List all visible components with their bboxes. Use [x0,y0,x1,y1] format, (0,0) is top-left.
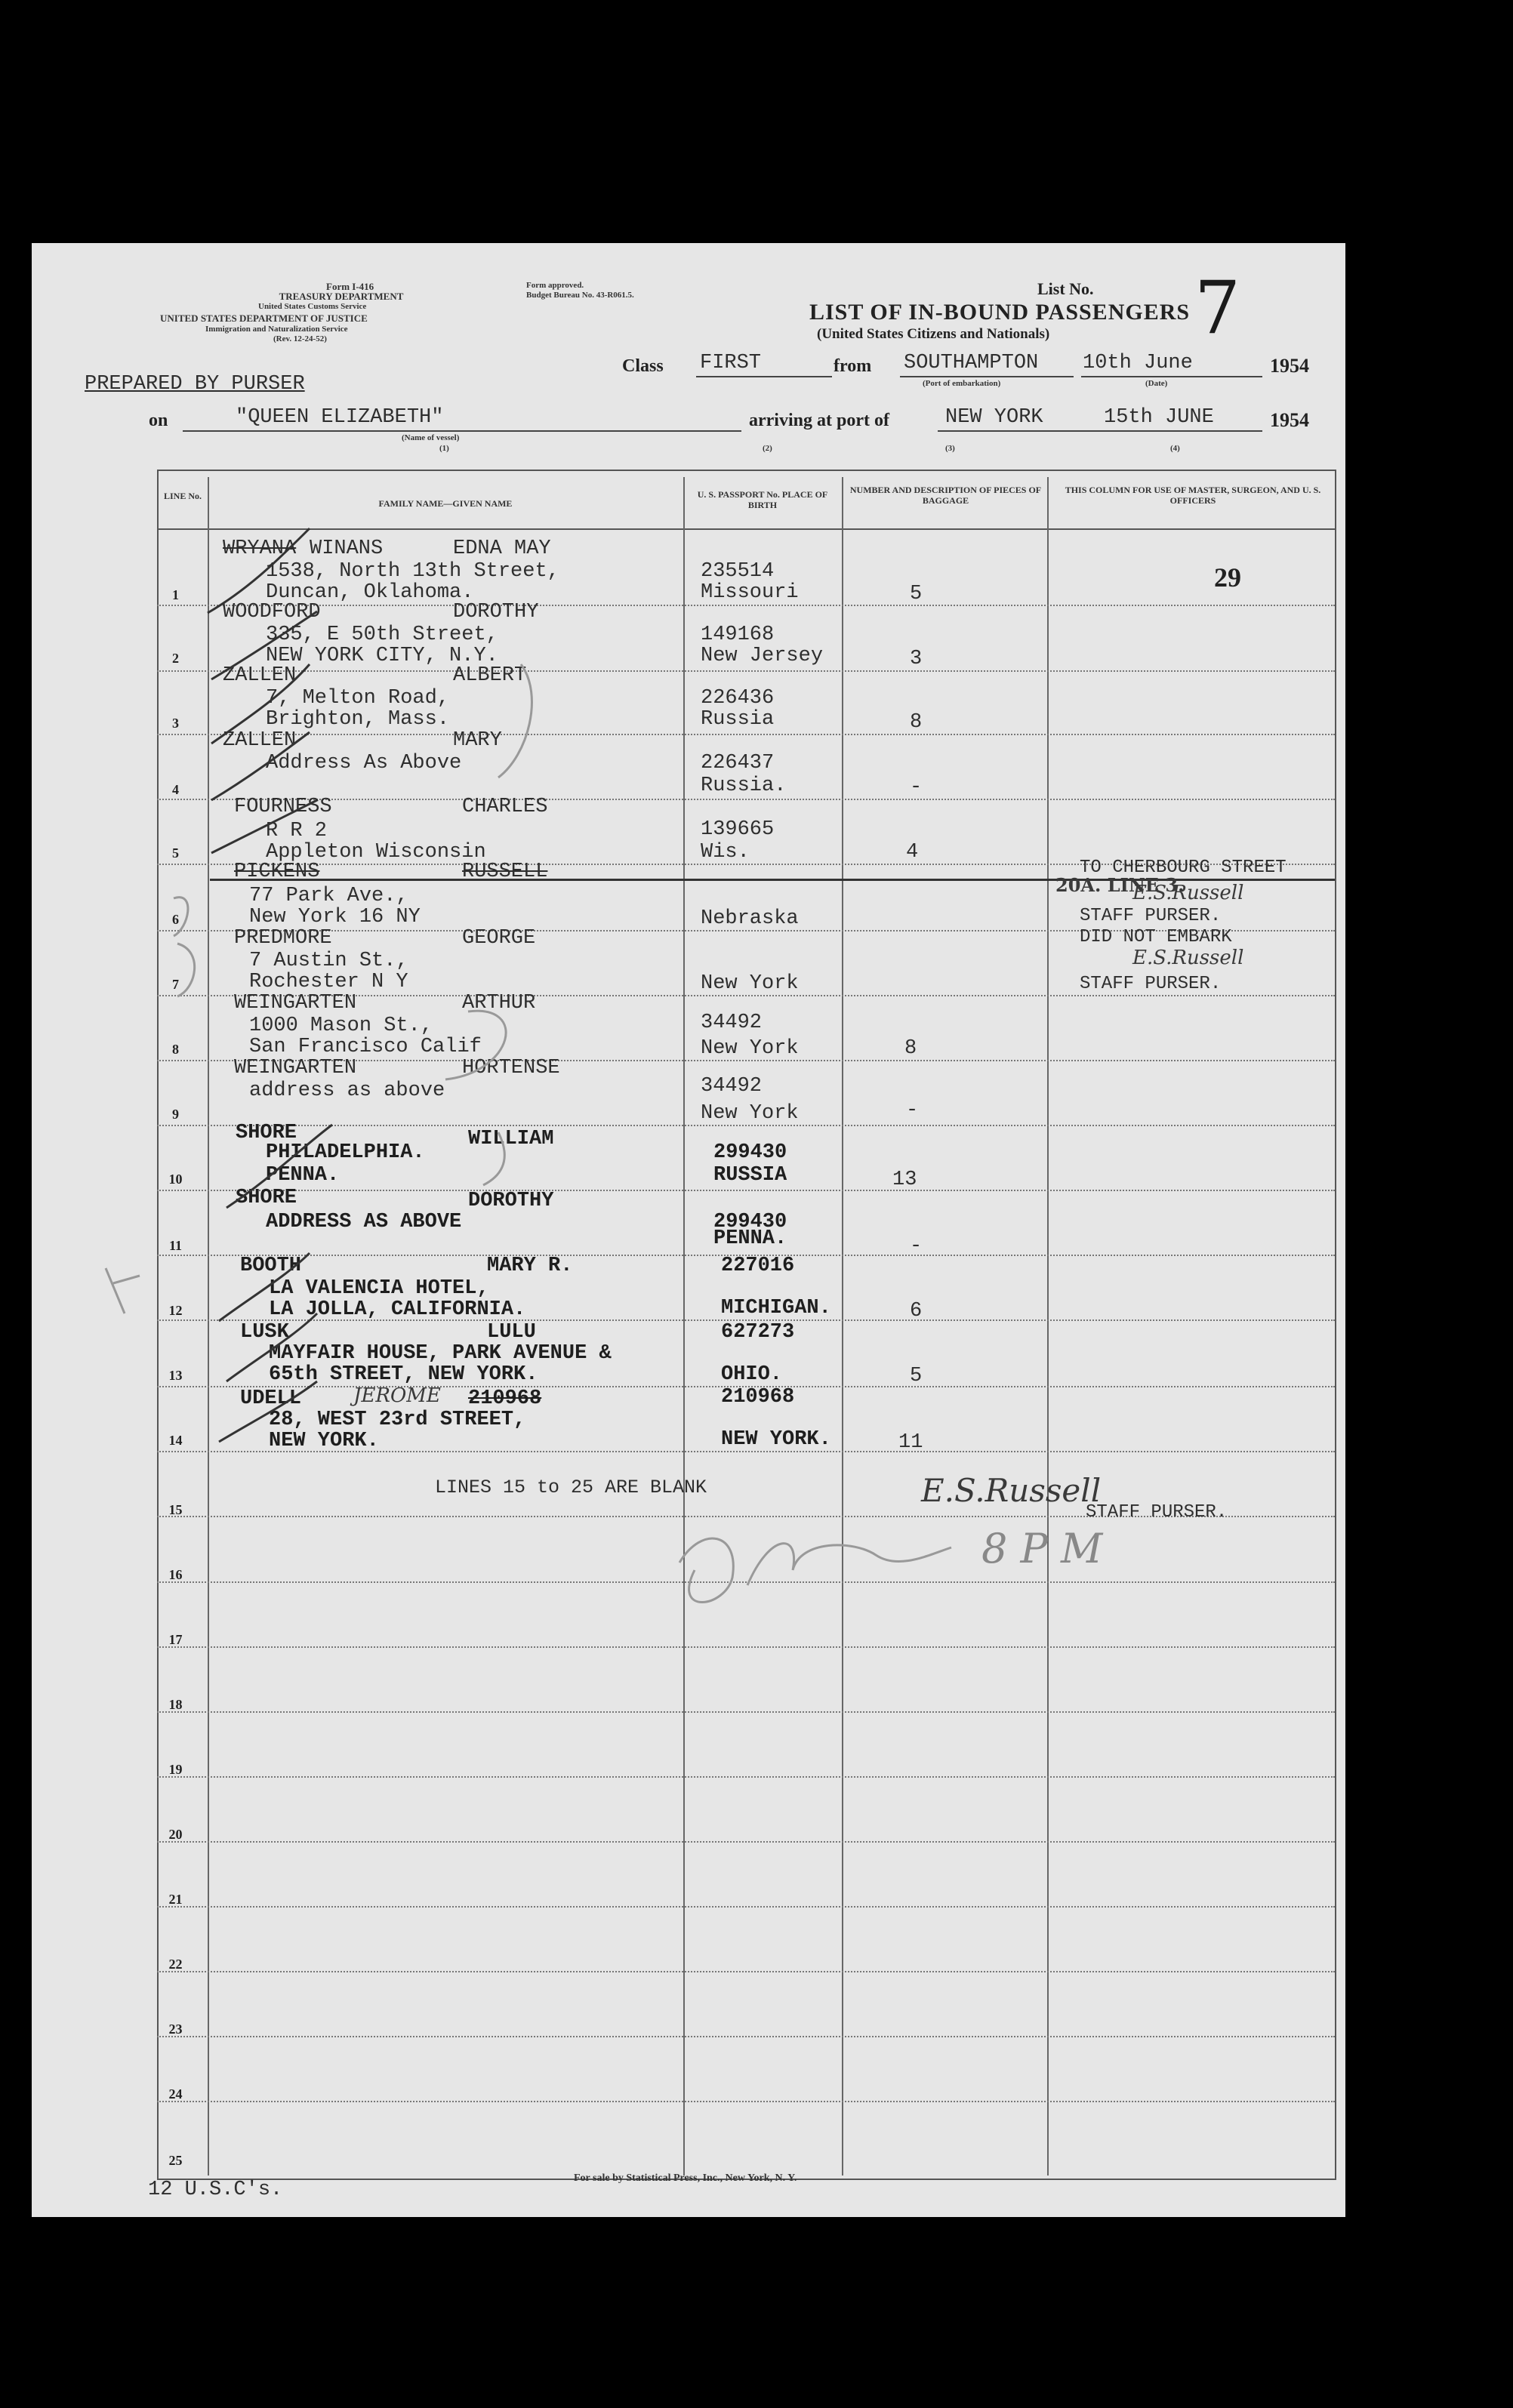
date-caption: (Date) [1145,379,1168,388]
note-staff-purser-2: STAFF PURSER. [1080,974,1222,994]
line-number: 13 [168,1368,183,1383]
line-number: 21 [168,1892,183,1907]
family-name: WOODFORD [223,601,321,624]
address-line-2: NEW YORK CITY, N.Y. [266,645,498,667]
line-number: 25 [168,2153,183,2168]
date-arrival: 15th JUNE [1104,406,1214,429]
signature-3: E.S.Russell [921,1472,1102,1509]
address-line-1: R R 2 [266,820,328,842]
family-name: ZALLEN [223,729,297,752]
line-number: 24 [168,2086,183,2102]
col-ref-4: (4) [1170,444,1180,453]
given-name: JEROME [353,1384,441,1407]
line-number: 6 [172,912,179,927]
place-of-birth: New York [701,1102,799,1125]
header-passport: U. S. PASSPORT No. PLACE OF BIRTH [697,489,828,510]
form-number: Form I-416 [326,281,374,292]
address-line-2: 65th STREET, NEW YORK. [269,1363,538,1386]
signature-1: E.S.Russell [1132,882,1244,904]
family-name: UDELL [240,1387,302,1410]
baggage-count: - [906,1099,919,1122]
vessel-name: "QUEEN ELIZABETH" [236,406,444,429]
address-line-1: 7, Melton Road, [266,687,450,710]
line-number: 10 [168,1172,183,1187]
family-name: SHORE [236,1187,297,1209]
note-cherbourg: TO CHERBOURG STREET [1080,858,1287,878]
prepared-by: PREPARED BY PURSER [85,373,305,396]
list-no-label: List No. [1037,279,1094,298]
place-of-birth: RUSSIA [713,1164,787,1187]
baggage-count: 5 [910,1365,923,1387]
header-baggage: NUMBER AND DESCRIPTION OF PIECES OF BAGGAGE [849,485,1042,506]
col-ref-2: (2) [763,444,772,453]
address-line-2: Appleton Wisconsin [266,841,486,864]
passport-number: 226437 [701,752,775,774]
on-label: on [149,411,168,430]
address-line-2: Rochester N Y [249,971,408,993]
line-number: 7 [172,977,179,992]
header-officers: THIS COLUMN FOR USE OF MASTER, SURGEON, AND U. S. OFFICERS [1065,485,1321,506]
line-number: 22 [168,1957,183,1972]
address-line-1: 28, WEST 23rd STREET, [269,1409,526,1431]
address-line-1: 77 Park Ave., [249,885,408,907]
place-of-birth: Wis. [701,841,750,864]
revision-label: (Rev. 12-24-52) [273,334,327,343]
place-of-birth: Missouri [701,581,799,604]
justice-label: UNITED STATES DEPARTMENT OF JUSTICE [160,313,368,324]
passport-number: 149168 [701,624,775,646]
given-name: HORTENSE [462,1057,560,1079]
place-of-birth: MICHIGAN. [721,1297,831,1319]
family-name: ZALLEN [223,664,297,687]
passport-number: 226436 [701,687,775,710]
given-name: WILLIAM [468,1128,554,1150]
given-name: RUSSELL [462,861,548,883]
class-label: Class [622,356,664,376]
note-cherbourg-ref: 20A. LINE 3. [1055,874,1185,896]
family-name: BOOTH [240,1255,302,1277]
place-of-birth: Russia. [701,774,787,797]
address-line-2: NEW YORK. [269,1430,379,1452]
document-subtitle: (United States Citizens and Nationals) [817,326,1050,342]
family-name: WEINGARTEN [234,1057,357,1079]
blank-lines-note: LINES 15 to 25 ARE BLANK [435,1477,707,1498]
list-no-value: 7 [1194,266,1241,350]
address-line-1: Address As Above [266,752,462,774]
address-line-2: San Francisco Calif [249,1036,482,1058]
place-of-birth: New Jersey [701,645,824,667]
line-number: 19 [168,1762,183,1777]
baggage-count: 11 [898,1431,923,1454]
treasury-label: TREASURY DEPARTMENT [279,291,404,302]
given-name: DOROTHY [453,601,539,624]
family-name: SHORE [236,1122,297,1144]
line-number: 20 [168,1827,183,1842]
given-name: ALBERT [453,664,527,687]
header-line-no: LINE No. [163,491,202,501]
passport-number: 299430 [713,1141,787,1164]
budget-bureau-label: Budget Bureau No. 43-R061.5. [526,291,634,300]
address-line-2: New York 16 NY [249,906,421,928]
address-line-1: LA VALENCIA HOTEL, [269,1277,489,1300]
port-embarkation-caption: (Port of embarkation) [923,379,1001,388]
class-value: FIRST [700,352,762,374]
line-number: 16 [168,1567,183,1582]
baggage-count: 4 [906,841,919,864]
address-line-1: ADDRESS AS ABOVE [266,1211,462,1233]
address-line-2: LA JOLLA, CALIFORNIA. [269,1298,526,1321]
baggage-count: 8 [904,1037,917,1060]
address-line-2: Brighton, Mass. [266,708,450,731]
family-name: WINANS [310,537,384,560]
header-name: FAMILY NAME—GIVEN NAME [378,498,513,509]
family-name: PICKENS [234,861,320,883]
given-name: CHARLES [462,796,548,818]
family-name: PREDMORE [234,927,332,950]
line-number: 11 [168,1238,182,1253]
baggage-count: 8 [910,711,923,734]
footer-press: For sale by Statistical Press, Inc., New York, N. Y. [574,2172,797,2184]
address-line-1: 1000 Mason St., [249,1015,433,1037]
passport-number: 34492 [701,1075,763,1098]
given-name: GEORGE [462,927,536,950]
address-line-2: PENNA. [266,1164,340,1187]
pencil-scrawl: 8 P M [981,1525,1103,1572]
line-number: 3 [172,716,179,731]
address-line-2: Duncan, Oklahoma. [266,581,474,604]
note-did-not-embark: DID NOT EMBARK [1080,927,1232,947]
footer-count: 12 U.S.C's. [148,2179,283,2201]
arriving-label: arriving at port of [749,411,889,430]
line-number: 23 [168,2022,183,2037]
address-line-1: address as above [249,1079,445,1102]
place-of-birth: Russia [701,708,775,731]
given-name: MARY R. [487,1255,573,1277]
customs-label: United States Customs Service [258,302,367,311]
baggage-count: 5 [910,583,923,605]
place-of-birth: PENNA. [713,1227,787,1250]
baggage-count: 3 [910,648,923,670]
line-number: 17 [168,1632,183,1647]
struck-family-name: WRYANA [223,537,297,560]
passport-number: 627273 [721,1321,795,1344]
address-line-1: 1538, North 13th Street, [266,560,559,583]
port-embarkation: SOUTHAMPTON [904,352,1039,374]
line-number: 2 [172,651,179,666]
place-of-birth: New York [701,972,799,995]
date-embarkation: 10th June [1083,352,1193,374]
given-name: LULU [487,1321,536,1344]
line-number: 5 [172,845,179,861]
passport-number: 235514 [701,560,775,583]
given-name: MARY [453,729,502,752]
given-name: ARTHUR [462,992,536,1015]
address-line-1: 7 Austin St., [249,950,408,972]
year-embarkation: 1954 [1270,355,1309,377]
line-number: 15 [168,1502,183,1517]
baggage-count: - [910,1235,923,1258]
address-line-1: MAYFAIR HOUSE, PARK AVENUE & [269,1342,612,1365]
place-of-birth: NEW YORK. [721,1428,831,1451]
passport-number: 299430 [713,1211,787,1233]
note-staff-purser-1: STAFF PURSER. [1080,906,1222,926]
baggage-count: 6 [910,1300,923,1323]
struck-passport: 210968 [468,1387,542,1410]
line-number: 18 [168,1697,183,1712]
passport-number: 139665 [701,818,775,841]
family-name: FOURNESS [234,796,332,818]
signature-2: E.S.Russell [1132,947,1244,969]
given-name: EDNA MAY [453,537,551,560]
note-staff-purser-3: STAFF PURSER. [1086,1502,1228,1523]
line-number: 9 [172,1107,179,1122]
port-arrival: NEW YORK [945,406,1043,429]
place-of-birth: New York [701,1037,799,1060]
place-of-birth: OHIO. [721,1363,783,1386]
passport-number: 34492 [701,1012,763,1034]
baggage-count: 13 [892,1169,917,1191]
address-line-1: 335, E 50th Street, [266,624,498,646]
given-name: DOROTHY [468,1190,554,1212]
vessel-caption: (Name of vessel) [402,433,460,442]
from-label: from [834,356,872,376]
line-number: 12 [168,1303,183,1318]
document-title: LIST OF IN-BOUND PASSENGERS [809,300,1191,325]
passport-number: 227016 [721,1255,795,1277]
address-line-1: PHILADELPHIA. [266,1141,425,1164]
form-approved-label: Form approved. [526,281,584,290]
line-number: 8 [172,1042,179,1057]
year-arrival: 1954 [1270,409,1309,431]
baggage-count: - [910,776,923,799]
line-number: 1 [172,587,179,602]
count-29: 29 [1214,562,1241,593]
family-name: LUSK [240,1321,289,1344]
passport-number: 210968 [721,1386,795,1409]
place-of-birth: Nebraska [701,907,799,930]
col-ref-3: (3) [945,444,955,453]
family-name: WEINGARTEN [234,992,357,1015]
line-number: 4 [172,782,179,797]
ins-label: Immigration and Naturalization Service [205,325,348,334]
col-ref-1: (1) [439,444,449,453]
line-number: 14 [168,1433,183,1448]
